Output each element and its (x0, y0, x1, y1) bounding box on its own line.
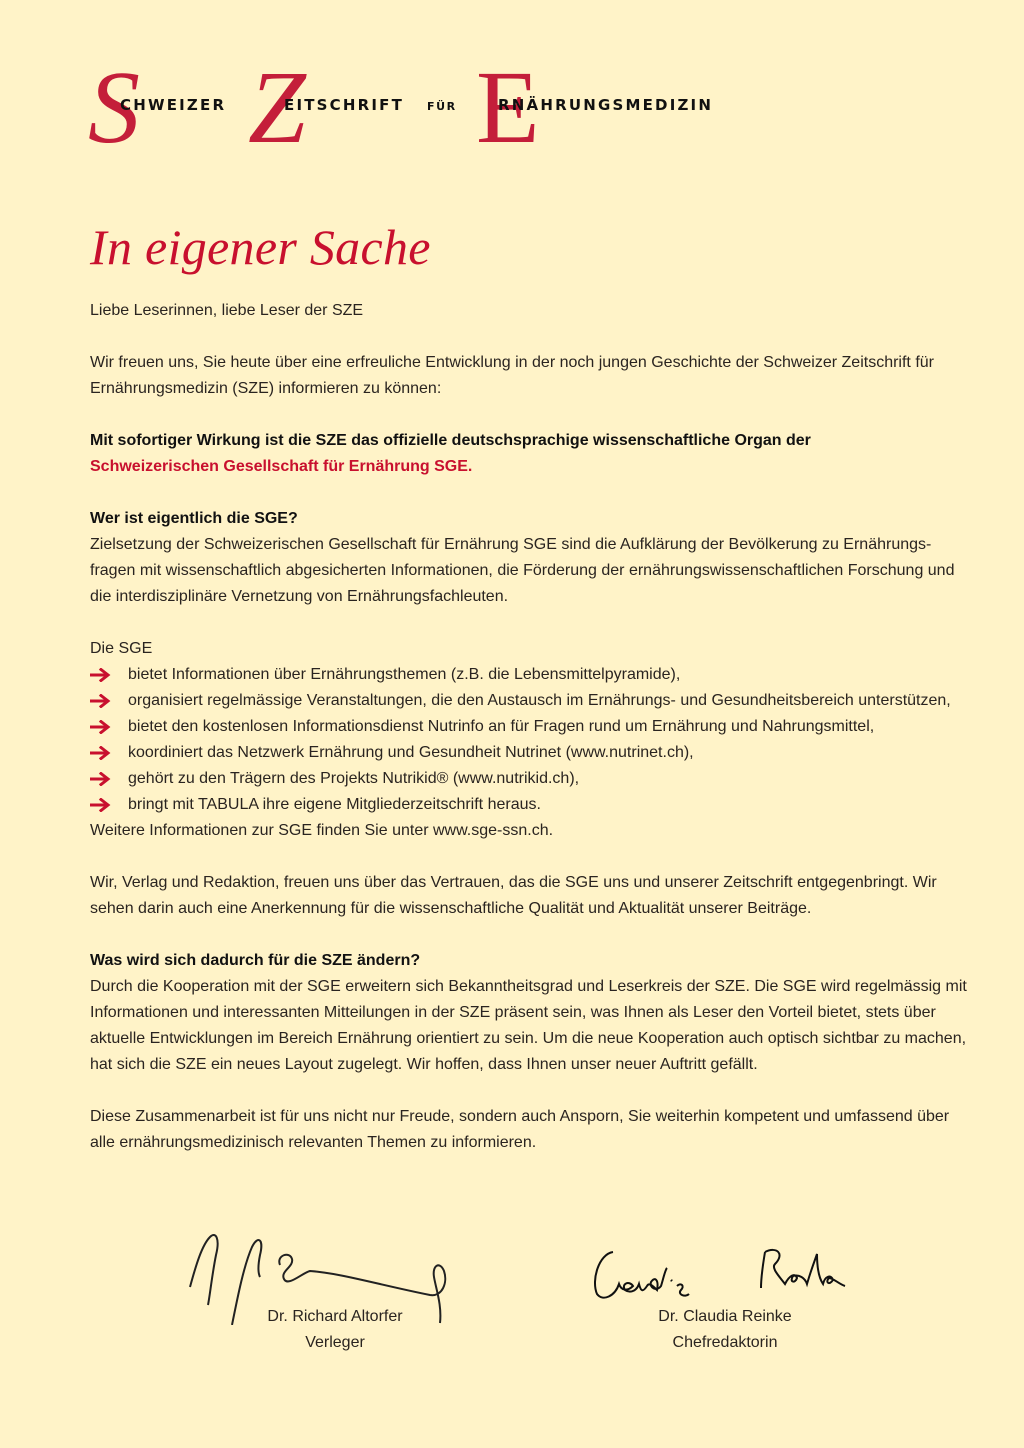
logo-word-schweizer: CHWEIZER (120, 96, 227, 114)
list-item-text: koordiniert das Netzwerk Ernährung und Gesundheit Nutrinet (www.nutrinet.ch), (128, 744, 694, 761)
signature-reinke (585, 1240, 855, 1310)
signatory-name: Dr. Claudia Reinke (658, 1308, 792, 1325)
section-heading-changes: Was wird sich dadurch für die SZE ändern? (90, 952, 421, 969)
list-item (90, 662, 970, 688)
list-footer: Weitere Informationen zur SGE finden Sie unter www.sge-ssn.ch. (90, 822, 554, 839)
sge-list-block (90, 636, 970, 844)
arrow-right-icon (90, 694, 112, 708)
arrow-right-icon (90, 772, 112, 786)
masthead-logo (88, 50, 808, 165)
list-item-text: bietet Informationen über Ernährungsthemen (z.B. die Lebensmittelpyramide), (128, 666, 681, 683)
section-text-changes: Durch die Kooperation mit der SGE erweitern sich Bekanntheitsgrad und Leserkreis der SZE. Die SGE wird regelmässig mit Informationen und interessanten Mitteilungen in der SZE präsent sein, was Ihnen als Leser den Vorteil bietet, stets über aktuelle Entwicklungen im Bereich Ernährung orientiert zu sein. Um die neue Kooperation auch optisch sichtbar zu machen, hat sich die SZE ein neues Layout zugelegt. Wir hoffen, dass Ihnen unser neuer Auftritt gefällt. (90, 978, 967, 1073)
signatory-editor (620, 1304, 830, 1356)
list-lead: Die SGE (90, 640, 153, 657)
list-item-text: gehört zu den Trägern des Projekts Nutrikid® (www.nutrikid.ch), (128, 770, 580, 787)
logo-initial-s: S (88, 50, 140, 165)
arrow-right-icon (90, 668, 112, 682)
section-heading-sge: Wer ist eigentlich die SGE? (90, 510, 298, 527)
section-changes (90, 948, 970, 1078)
list-item-text: bringt mit TABULA ihre eigene Mitgliederzeitschrift heraus. (128, 796, 541, 813)
arrow-right-icon (90, 746, 112, 760)
sge-list (90, 662, 970, 818)
logo-word-zeitschrift: EITSCHRIFT (284, 96, 405, 114)
signatory-role: Chefredaktorin (672, 1334, 778, 1351)
letter-body (90, 298, 970, 1182)
announcement-text: Mit sofortiger Wirkung ist die SZE das offizielle deutschsprachige wissenschaftliche Organ der (90, 432, 811, 449)
list-item-text: bietet den kostenlosen Informationsdienst Nutrinfo an für Fragen rund um Ernährung und Nahrungsmittel, (128, 718, 875, 735)
page-title: In eigener Sache (90, 219, 431, 275)
list-item (90, 766, 970, 792)
trust-paragraph: Wir, Verlag und Redaktion, freuen uns über das Vertrauen, das die SGE uns und unserer Zeitschrift entgegenbringt. Wir sehen darin auch eine Anerkennung für die wissenschaftliche Qualität und Aktualität unserer Beiträge. (90, 874, 937, 917)
logo-word-ernaehrungsmedizin: RNÄHRUNGSMEDIZIN (498, 96, 714, 114)
signatory-role: Verleger (305, 1334, 365, 1351)
arrow-right-icon (90, 798, 112, 812)
list-item (90, 740, 970, 766)
signatory-name: Dr. Richard Altorfer (267, 1308, 403, 1325)
section-text-sge: Zielsetzung der Schweizerischen Gesellschaft für Ernährung SGE sind die Aufklärung der Bevölkerung zu Ernährungsfragen mit wissenschaftlich abgesicherten Informationen, die Förderung der ernährungswissenschaftlichen Forschung und die interdisziplinäre Vernetzung von Ernährungsfachleuten. (90, 536, 955, 605)
list-item-text: organisiert regelmässige Veranstaltungen, die den Austausch im Ernährungs- und Gesundheitsbereich unterstützen, (128, 692, 951, 709)
arrow-right-icon (90, 720, 112, 734)
section-sge (90, 506, 970, 610)
logo-word-fuer: FÜR (427, 100, 457, 113)
list-item (90, 714, 970, 740)
closing-paragraph: Diese Zusammenarbeit ist für uns nicht nur Freude, sondern auch Ansporn, Sie weiterhin kompetent und umfassend über alle ernährungsmedizinisch relevanten Themen zu informieren. (90, 1108, 950, 1151)
signatory-publisher (230, 1304, 440, 1356)
logo-initial-e: E (476, 50, 540, 165)
logo-initial-z: Z (248, 50, 306, 165)
announcement (90, 428, 970, 480)
list-item (90, 688, 970, 714)
list-item (90, 792, 970, 818)
intro-paragraph: Wir freuen uns, Sie heute über eine erfreuliche Entwicklung in der noch jungen Geschichte der Schweizer Zeitschrift für Ernährungsmedizin (SZE) informieren zu können: (90, 354, 934, 397)
announcement-organisation: Schweizerischen Gesellschaft für Ernährung SGE. (90, 458, 473, 475)
salutation: Liebe Leserinnen, liebe Leser der SZE (90, 302, 364, 319)
